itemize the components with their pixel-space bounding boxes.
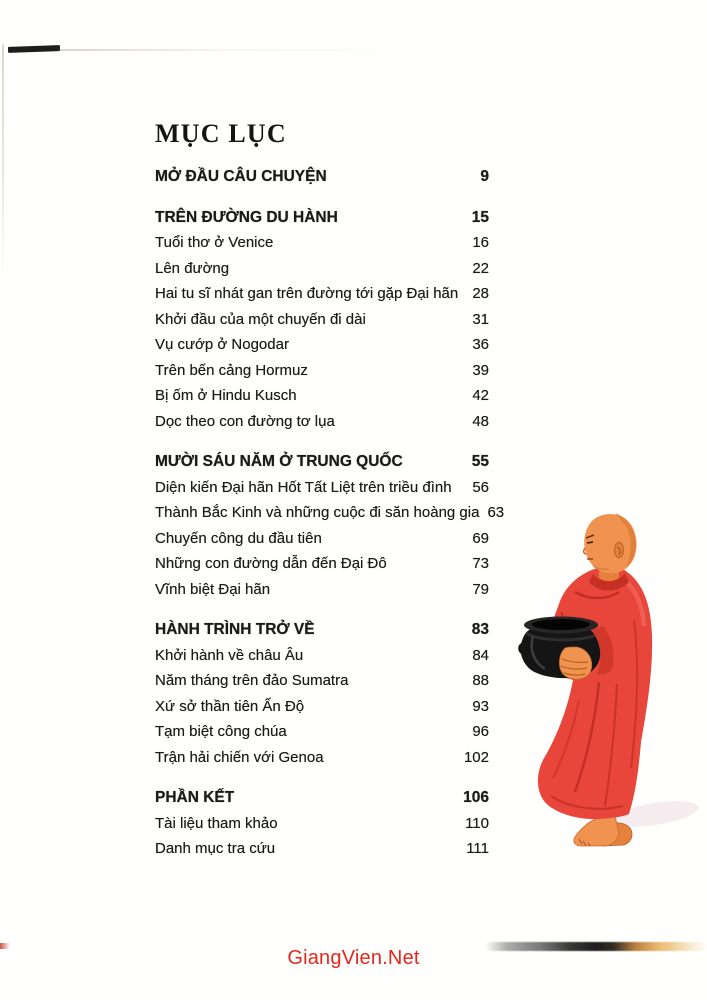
toc-entry-label: Vụ cướp ở Nogodar xyxy=(155,336,289,353)
toc-page-number: 15 xyxy=(471,208,489,226)
toc-section-header: HÀNH TRÌNH TRỞ VỀ xyxy=(155,621,315,638)
toc-section-header-row xyxy=(155,617,489,643)
toc-entry-label: Lên đường xyxy=(155,259,230,277)
toc-entry-row xyxy=(155,836,489,862)
ear xyxy=(615,543,624,558)
toc-page-number: 84 xyxy=(472,646,489,664)
toc-entry-label: Tuổi thơ ở Venice xyxy=(155,234,274,251)
monk-illustration xyxy=(503,500,703,870)
toc-page-number: 96 xyxy=(472,723,489,740)
toc-entry-label: Danh mục tra cứu xyxy=(155,840,276,857)
toc-section xyxy=(155,449,505,602)
toc-page-number: 93 xyxy=(472,697,489,715)
toc-page-number: 83 xyxy=(471,621,489,638)
watermark: GiangVien.Net xyxy=(287,947,420,969)
toc-entry-label: Vĩnh biệt Đại hãn xyxy=(155,580,271,598)
page-title: MỤC LỤC xyxy=(155,119,287,148)
toc-entry-row xyxy=(155,409,489,435)
toc-page-number: 79 xyxy=(472,580,489,598)
toc-entry-label: Khởi đầu của một chuyến đi dài xyxy=(155,310,366,328)
toc-section xyxy=(155,164,489,190)
toc-page-number: 73 xyxy=(472,555,489,572)
scan-artifact-black-bar xyxy=(8,45,60,53)
toc-page-number: 110 xyxy=(465,814,489,832)
toc-entry-label: Tài liệu tham khảo xyxy=(155,814,278,832)
toc-page-number: 56 xyxy=(472,478,489,496)
toc-page-number: 42 xyxy=(472,387,489,404)
toc-page-number: 39 xyxy=(472,361,489,379)
toc-entry-row xyxy=(155,526,489,552)
toc-entry-label: Những con đường dẫn đến Đại Đô xyxy=(155,555,387,572)
toc-page-number: 16 xyxy=(472,234,489,251)
toc-entry-row xyxy=(155,745,489,771)
toc-sections xyxy=(155,164,505,862)
toc-entry-row xyxy=(155,668,489,694)
toc-entry-row xyxy=(155,811,489,837)
toc-entry-label: Diện kiến Đại hãn Hốt Tất Liệt trên triều đình xyxy=(155,478,452,496)
toc-entry-row xyxy=(155,383,489,409)
toc-page-number: 28 xyxy=(472,285,489,302)
toc-page-number: 106 xyxy=(463,789,489,806)
toc-page-number: 48 xyxy=(472,412,489,430)
toc-section xyxy=(155,205,489,435)
toc-entry-label: Dọc theo con đường tơ lụa xyxy=(155,412,335,430)
monk-robe xyxy=(538,565,652,819)
toc-section-header-row xyxy=(155,449,489,475)
toc-entry-label: Xứ sở thần tiên Ấn Độ xyxy=(155,697,305,715)
toc-entry-row xyxy=(155,551,489,577)
toc-entry-row xyxy=(155,307,489,333)
toc-entry-row xyxy=(155,256,489,282)
toc-page-number: 111 xyxy=(466,840,489,857)
toc-page-number: 36 xyxy=(472,336,489,353)
toc-entry-row xyxy=(155,577,489,603)
toc-page-number: 22 xyxy=(472,259,489,277)
toc-entry-row xyxy=(155,358,489,384)
toc-entry-label: Trên bến cảng Hormuz xyxy=(155,361,308,379)
toc-page-number: 9 xyxy=(480,168,489,185)
toc-section-header-row xyxy=(155,164,489,190)
toc-section-header: MỞ ĐẦU CÂU CHUYỆN xyxy=(155,168,327,185)
toc-entry-row xyxy=(155,332,489,358)
table-of-contents xyxy=(155,119,505,862)
toc-section xyxy=(155,785,489,862)
toc-entry-label: Khởi hành về châu Âu xyxy=(155,646,304,664)
toc-entry-label: Tạm biệt công chúa xyxy=(155,723,287,740)
toc-entry-row xyxy=(155,643,489,669)
toc-page-number: 69 xyxy=(472,529,489,547)
toc-page-number: 55 xyxy=(471,453,489,470)
toc-entry-label: Bị ốm ở Hindu Kusch xyxy=(155,387,297,404)
toc-section-header: TRÊN ĐƯỜNG DU HÀNH xyxy=(155,208,338,226)
toc-section xyxy=(155,617,489,770)
toc-section-header-row xyxy=(155,205,489,231)
toc-entry-row xyxy=(155,475,489,501)
toc-entry-row xyxy=(155,719,489,745)
toc-section-header: PHẦN KẾT xyxy=(155,789,235,806)
toc-section-header: MƯỜI SÁU NĂM Ở TRUNG QUỐC xyxy=(155,453,403,470)
toc-page-number: 102 xyxy=(463,748,489,766)
toc-entry-row xyxy=(155,500,505,526)
scan-artifact-smear xyxy=(58,49,458,51)
toc-entry-row xyxy=(155,230,489,256)
toc-page-number: 31 xyxy=(472,310,489,328)
toc-entry-row xyxy=(155,281,489,307)
toc-page-number: 63 xyxy=(487,504,505,521)
scan-artifact-left-line xyxy=(2,44,4,282)
toc-section-header-row xyxy=(155,785,489,811)
toc-entry-label: Thành Bắc Kinh và những cuộc đi săn hoàng gia xyxy=(155,504,480,521)
eye xyxy=(587,542,593,543)
toc-entry-label: Năm tháng trên đảo Sumatra xyxy=(155,672,349,689)
toc-entry-row xyxy=(155,694,489,720)
toc-page-number: 88 xyxy=(472,672,489,689)
toc-entry-label: Trận hải chiến với Genoa xyxy=(155,748,324,766)
toc-entry-label: Hai tu sĩ nhát gan trên đường tới gặp Đại hãn xyxy=(155,285,459,302)
toc-entry-label: Chuyến công du đầu tiên xyxy=(155,529,322,547)
